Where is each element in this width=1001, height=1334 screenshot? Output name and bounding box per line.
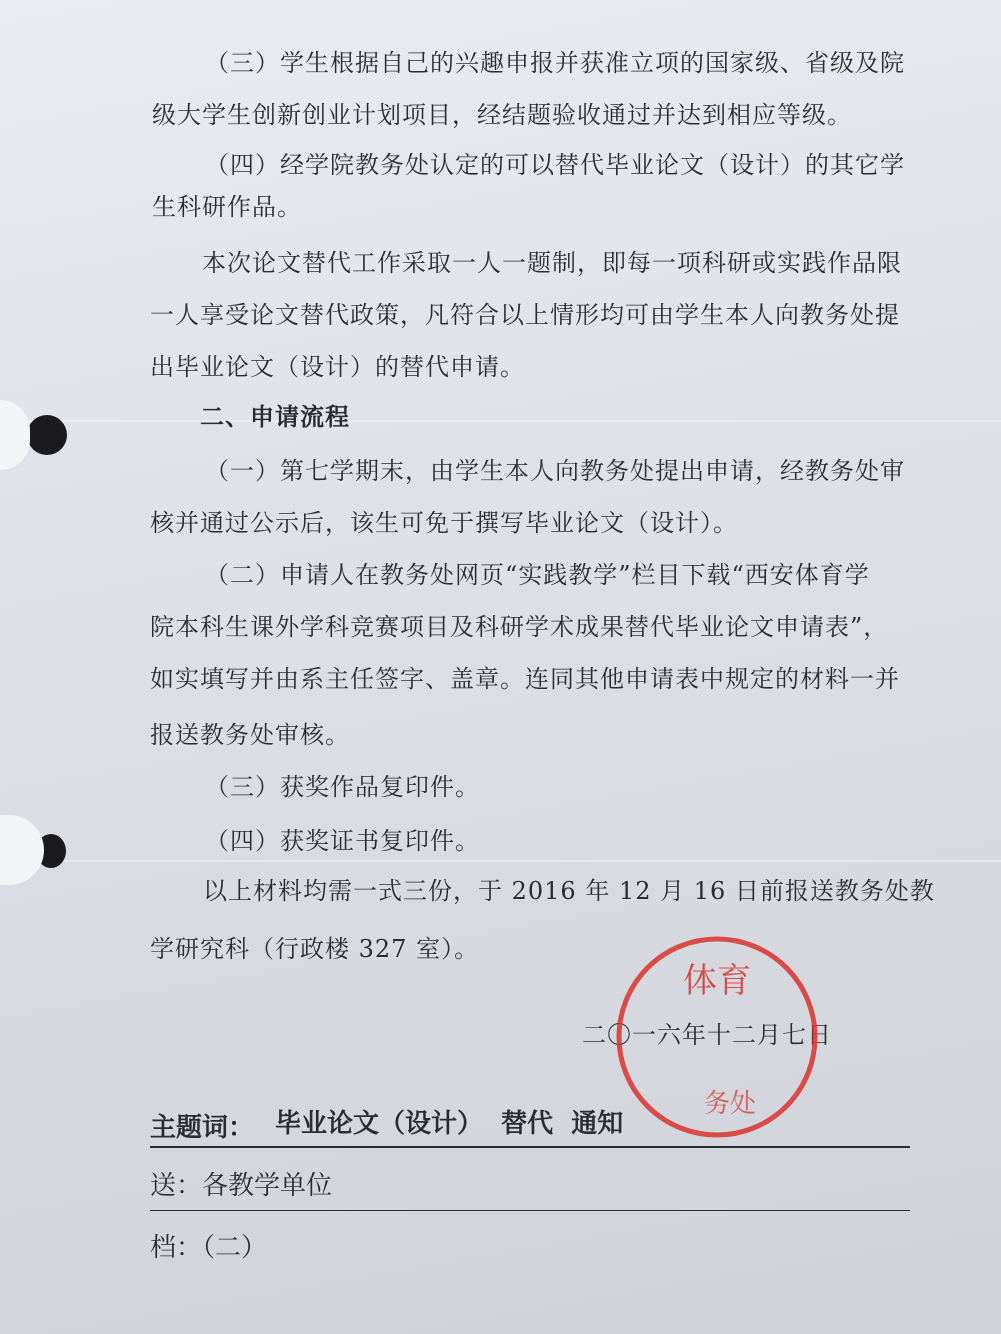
send-to: 送：各教学单位	[150, 1171, 333, 1201]
archive-note: 档：（二）	[150, 1233, 268, 1263]
paragraph-policy-line-3: 出毕业论文（设计）的替代申请。	[150, 353, 525, 381]
paragraph-3-line-2: 级大学生创新创业计划项目，经结题验收通过并达到相应等级。	[152, 101, 852, 129]
official-seal	[610, 930, 825, 1145]
paragraph-4-line-2: 生科研作品。	[152, 193, 302, 221]
step-3-line: （三）获奖作品复印件。	[205, 773, 480, 801]
step-4-line: （四）获奖证书复印件。	[205, 827, 480, 855]
paragraph-policy-line-2: 一人享受论文替代政策，凡符合以上情形均可由学生本人向教务处提	[150, 301, 900, 329]
paragraph-3-line-1: （三）学生根据自己的兴趣申报并获准立项的国家级、省级及院	[205, 49, 905, 77]
seal-text-bottom: 务处	[703, 1089, 757, 1119]
subject-rule	[150, 1146, 910, 1148]
step-1-line-1: （一）第七学期末，由学生本人向教务处提出申请，经教务处审	[205, 457, 905, 485]
paper-tear	[0, 815, 44, 885]
paper-crease	[0, 420, 1001, 422]
subject-words: 毕业论文（设计） 替代 通知	[275, 1109, 624, 1139]
paragraph-policy-line-1: 本次论文替代工作采取一人一题制，即每一项科研或实践作品限	[202, 249, 902, 277]
step-2-line-4: 报送教务处审核。	[150, 721, 350, 749]
paragraph-4-line-1: （四）经学院教务处认定的可以替代毕业论文（设计）的其它学	[205, 151, 905, 179]
issue-date: 二〇一六年十二月七日	[582, 1021, 832, 1049]
punch-hole	[27, 415, 67, 455]
step-1-line-2: 核并通过公示后，该生可免于撰写毕业论文（设计）。	[150, 509, 738, 537]
subject-label: 主题词：	[150, 1113, 255, 1143]
send-rule	[150, 1210, 910, 1211]
section-heading: 二、申请流程	[200, 403, 350, 431]
closing-line-1: 以上材料均需一式三份，于 2016 年 12 月 16 日前报送教务处教	[203, 877, 935, 905]
paper-crease	[0, 860, 1001, 862]
step-2-line-1: （二）申请人在教务处网页“实践教学”栏目下载“西安体育学	[205, 561, 870, 589]
closing-line-2: 学研究科（行政楼 327 室）。	[150, 935, 480, 963]
step-2-line-2: 院本科生课外学科竞赛项目及科研学术成果替代毕业论文申请表”，	[150, 613, 889, 641]
seal-text-top: 体育	[683, 961, 751, 1001]
paper-tear	[0, 400, 30, 470]
step-2-line-3: 如实填写并由系主任签字、盖章。连同其他申请表中规定的材料一并	[150, 665, 900, 693]
